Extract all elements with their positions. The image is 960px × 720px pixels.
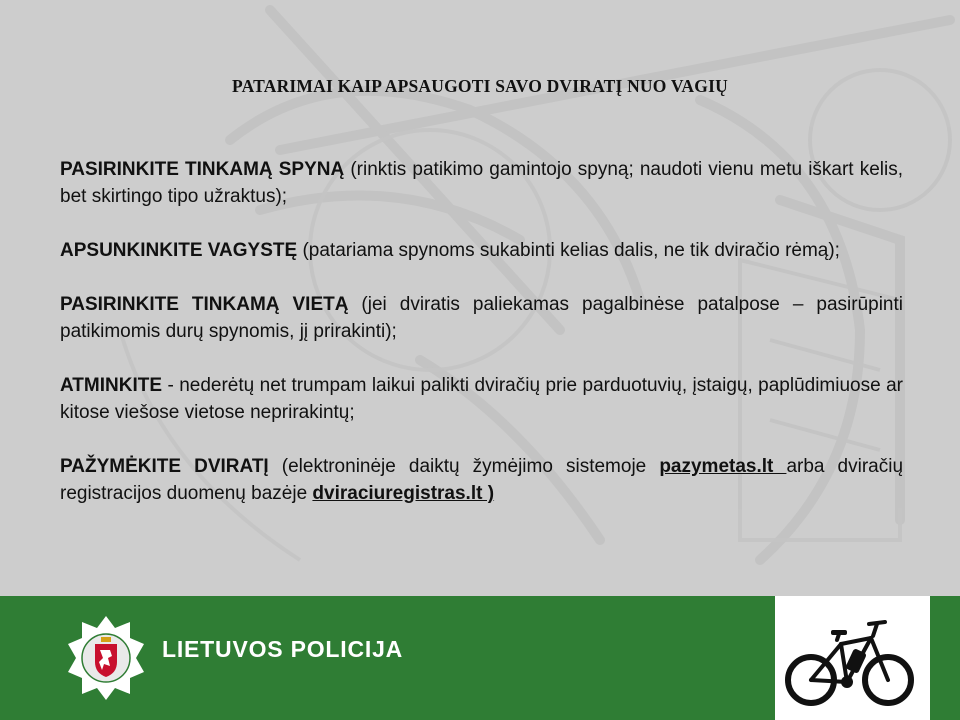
tip-text: (rinktis patikimo gamintojo spyną; naudoti vienu metu iškart kelis, bet skirtingo tipo užraktus); [60, 159, 903, 207]
tip-lock [60, 156, 903, 210]
tip-heading: PASIRINKITE TINKAMĄ VIETĄ [60, 294, 349, 315]
tip-text: (elektroninėje daiktų žymėjimo sistemoje [268, 456, 660, 477]
tip-remember [60, 372, 903, 426]
brand-name: LIETUVOS POLICIJA [162, 636, 404, 662]
dviraciuregistras-link[interactable]: dviraciuregistras.lt ) [312, 483, 495, 504]
tip-text: arba dviračių registracijos duomenų bazėje [60, 456, 904, 504]
tip-heading: PAŽYMĖKITE DVIRATĮ [60, 456, 269, 477]
tip-location [60, 291, 903, 345]
tip-heading: ATMINKITE [60, 375, 163, 396]
tips-list [60, 156, 903, 534]
tip-heading: APSUNKINKITE VAGYSTĘ [60, 240, 298, 261]
footer-bar [0, 596, 960, 720]
pazymetas-link[interactable]: pazymetas.lt [659, 456, 787, 477]
bike-image-panel [775, 596, 930, 720]
slide-title: PATARIMAI KAIP APSAUGOTI SAVO DVIRATĮ NUO VAGIŲ [232, 76, 728, 96]
tip-make-theft-harder [60, 237, 903, 264]
e-bike-icon [775, 596, 930, 720]
tip-mark-bike [60, 453, 903, 507]
tip-text: (patariama spynoms sukabinti kelias dalis, ne tik dviračio rėmą); [297, 240, 840, 261]
police-star-logo-icon [64, 616, 148, 700]
tip-text: (jei dviratis paliekamas pagalbinėse patalpose – pasirūpinti patikimomis durų spynomis, jį prirakinti); [60, 294, 903, 342]
tip-heading: PASIRINKITE TINKAMĄ SPYNĄ [60, 159, 345, 180]
tip-text: - nederėtų net trumpam laikui palikti dviračių prie parduotuvių, įstaigų, paplūdimiuose ar kitose viešose vietose neprirakintų; [60, 375, 903, 423]
